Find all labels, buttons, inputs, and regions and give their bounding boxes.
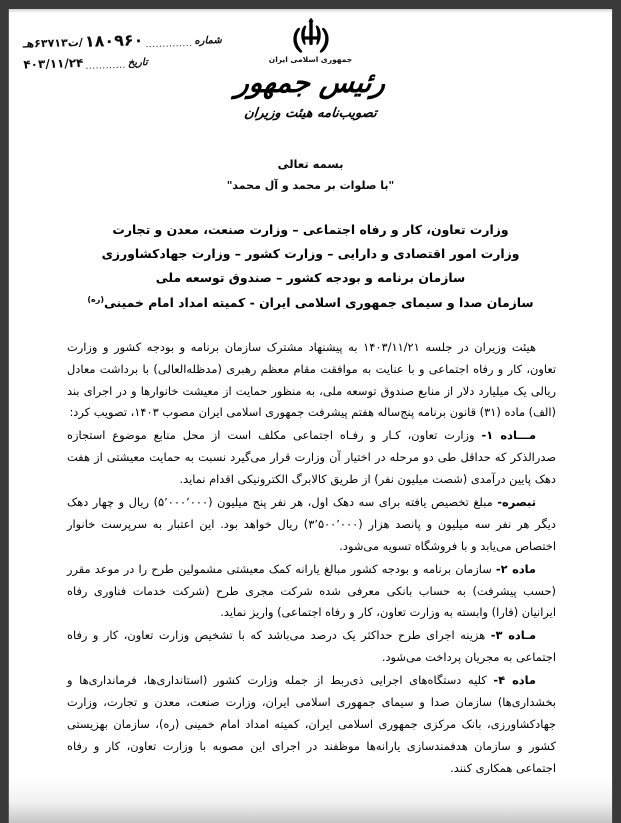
crest-area: [9, 17, 612, 121]
article-3-paragraph: [67, 625, 556, 669]
article-3-text: هزینه اجرای طرح حداکثر یک درصد می‌باشد که با تشخیص وزارت تعاون، کار و رفاه اجتماعی به مجریان پرداخت می‌شود.: [67, 628, 556, 665]
recipient-honorific-sup: (ره): [87, 294, 104, 304]
article-1-paragraph: [67, 425, 556, 491]
article-2-paragraph: [67, 559, 556, 625]
recipient-line: سازمان برنامه و بودجه کشور – صندوق توسعه ملی: [155, 270, 466, 286]
recipient-last-text: سازمان صدا و سیمای جمهوری اسلامی ایران - کمیته امداد امام خمینی: [104, 294, 534, 310]
article-2-label: ماده ۲-: [495, 561, 536, 576]
stamp-number-label: شماره: [194, 35, 222, 47]
recipients-block: [9, 218, 612, 315]
republic-name-line: جمهوری اسلامی ایران: [268, 55, 353, 64]
stamp-date-dots: ............: [85, 60, 126, 72]
stamp-date-value: ۴۰۳/۱۱/۲۴: [23, 55, 84, 72]
article-1-text: وزارت تعاون، کـار و رفـاه اجتماعی مکلف است از محل منابع موضوع استجازه صدرالذکر که حداقل طی دو مرحله در اختیار آن وزارت قرار می‌گیرد نسبت به حمایت معیشتی از هفت دهک پایین درآمدی (شصت میلیون نفر) از طریق کالابرگ الکترونیکی اقدام نماید.: [67, 428, 556, 487]
president-title-calligraphy: رئیس جمهور: [234, 66, 388, 99]
document-body: [67, 337, 556, 780]
stamp-number-dots: ..............: [145, 38, 193, 51]
article-4-text: کلیه دستگاه‌های اجرایی ذی‌ربط از جمله وزارت کشور (استانداری‌ها، فرمانداری‌ها و بخشداری‌ها) سازمان صدا و سیمای جمهوری اسلامی ایران، وزارت صنعت، معدن و تجارت، وزارت جهادکشاورزی، بانک مرکزی جمهوری اسلامی ایران، کمیته امداد امام خمینی (ره)، سازمان بهزیستی کشور و سازمان هدفمندسازی یارانه‌ها موظفند در اجرای این مصوبه با وزارت تعاون، کار و رفاه اجتماعی همکاری کنند.: [67, 673, 556, 775]
note-paragraph: [67, 492, 556, 558]
article-2-text: سازمان برنامه و بودجه کشور مبالغ یارانه کمک معیشتی مشمولین طرح را در موعد مقرر (حسب پیشرفت) به حساب بانکی معرفی شده شرکت مجری طرح (شرکت خدمات فناوری رفاه ایرانیان (فارا) وابسته به وزارت تعاون، کار و رفاه اجتماعی) واریز نماید.: [67, 561, 556, 620]
stamp-date-label: تاریخ: [127, 57, 148, 69]
stamp-number-value: ۱۸۰۹۶۰: [84, 30, 144, 51]
recipient-line: وزارت امور اقتصادی و دارایی – وزارت کشور – وزارت جهادکشاورزی: [101, 246, 520, 262]
recipient-line: وزارت تعاون، کار و رفاه اجتماعی – وزارت صنعت، معدن و تجارت: [112, 222, 509, 237]
note-text: مبلغ تخصیص یافته برای سه دهک اول، هر نفر پنج میلیون (۵٬۰۰۰٬۰۰۰) ریال و چهار دهک دیگر هر نفر سه میلیون و پانصد هزار (۳٬۵۰۰٬۰۰۰) ریال خواهد بود. این اعتبار به سرپرست خانوار اختصاص می‌یابد و با فروشگاه تسویه می‌شود.: [67, 494, 556, 553]
article-3-label: مـاده ۳-: [490, 628, 537, 643]
iran-national-emblem-icon: [284, 17, 338, 57]
preamble-paragraph: هیئت وزیران در جلسه ۱۴۰۳/۱۱/۲۱ به پیشنهاد مشترک سازمان برنامه و بودجه کشور و وزارت تعاون، کار و رفاه اجتماعی و با عنایت به موافقت مقام معظم رهبری (مدظله‌العالی) با برداشت معادل ریالی یک میلیارد دلار از منابع صندوق توسعه ملی، به منظور حمایت از معیشت خانوارها و در اجرای بند (الف) ماده (۳۱) قانون برنامه پنج‌ساله هفتم پیشرفت جمهوری اسلامی ایران مصوب ۱۴۰۳، تصویب کرد:: [67, 339, 556, 420]
article-4-label: ماده ۴-: [493, 673, 536, 688]
stamp-number-suffix: /ت۶۳۷۱۳هـ: [22, 35, 84, 51]
document-page: [8, 9, 613, 823]
cabinet-approval-subtitle: تصویب‌نامه هیئت وزیران: [243, 106, 378, 121]
article-4-paragraph: [67, 670, 556, 779]
salavat-line: "با صلوات بر محمد و آل محمد": [226, 179, 395, 192]
besmeh-taala-line: بسمه تعالی: [277, 157, 344, 171]
invocation-block: [9, 157, 612, 192]
document-header: [9, 9, 612, 147]
note-label: تبصره-: [497, 494, 536, 509]
article-1-label: مـــاده ۱-: [481, 428, 537, 443]
recipient-line-last: [9, 291, 612, 315]
